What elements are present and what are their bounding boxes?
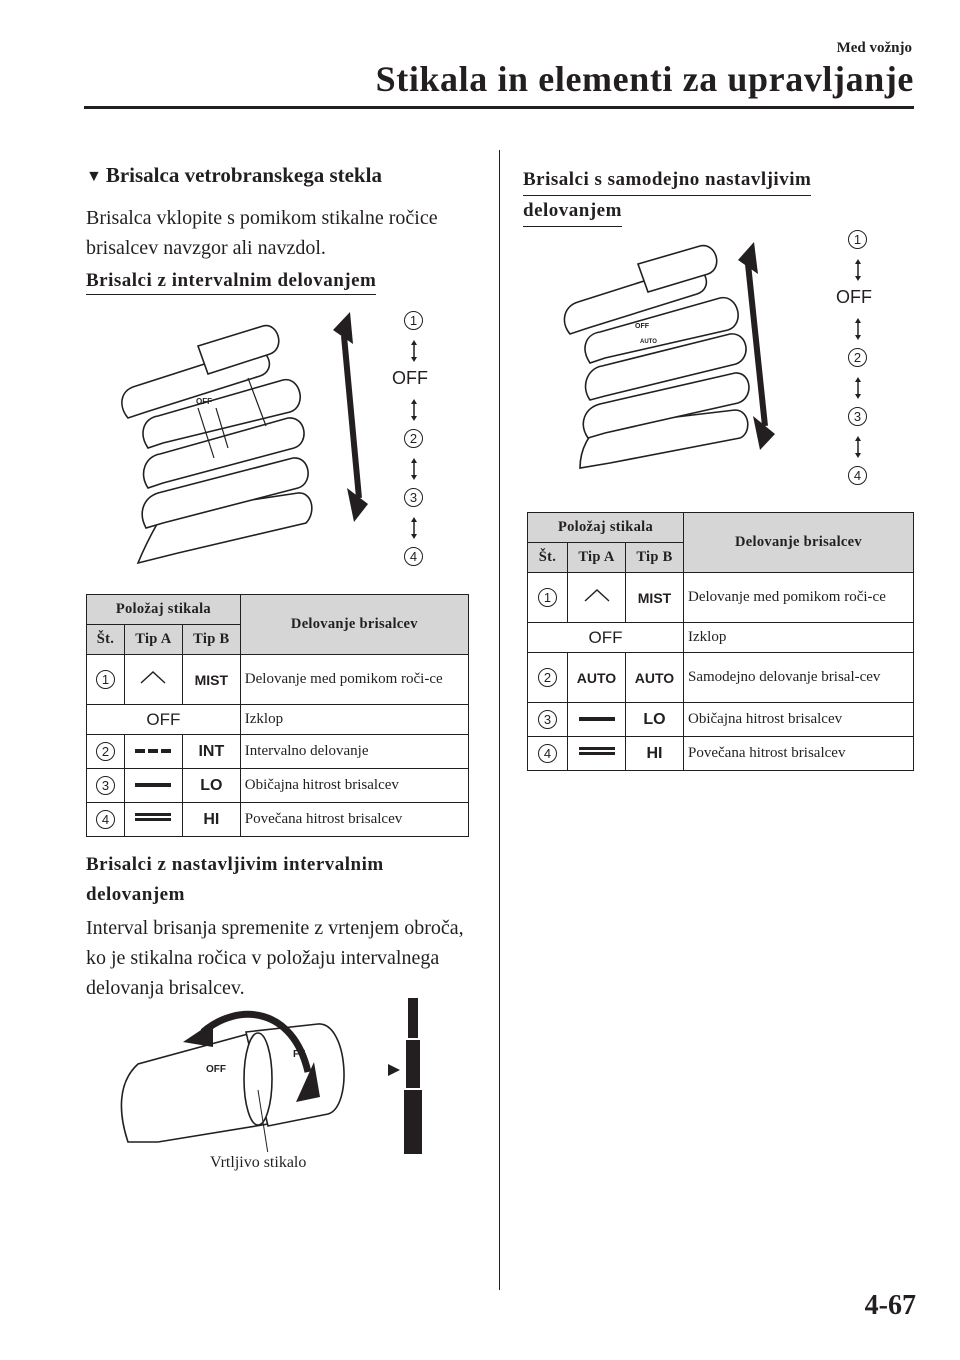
svg-text:OFF: OFF [196, 397, 212, 406]
row-number: 1 [538, 588, 557, 607]
row-number: 1 [96, 670, 115, 689]
subheading-adjustable [86, 850, 384, 910]
subheading-auto-line2: delovanjem [523, 196, 622, 227]
row-number: 2 [538, 668, 557, 687]
row-description: Povečana hitrost brisalcev [240, 803, 468, 837]
subheading-adjustable-line2: delovanjem [86, 884, 185, 905]
svg-text:OFF: OFF [206, 1064, 226, 1075]
row-number: 2 [96, 742, 115, 761]
type-b-symbol: INT [182, 735, 240, 769]
position-1-label: 1 [848, 230, 867, 249]
type-a-symbol: AUTO [568, 653, 626, 703]
type-b-symbol: LO [626, 703, 684, 737]
position-4-label: 4 [404, 547, 423, 566]
row-description: Običajna hitrost brisalcev [240, 769, 468, 803]
svg-text:OFF: OFF [635, 323, 649, 330]
type-b-symbol: HI [182, 803, 240, 837]
adjustable-text: Interval brisanja spremenite z vrtenjem obroča, ko je stikalna ročica v položaju intervalnega delovanja brisalcev. [86, 917, 464, 999]
table-row [528, 737, 914, 771]
row-description: Običajna hitrost brisalcev [684, 703, 914, 737]
low-speed-icon [133, 781, 173, 789]
header-operation: Delovanje brisalcev [684, 513, 914, 573]
column-divider [499, 150, 500, 1290]
running-header-section: Med vožnjo [836, 40, 912, 56]
table-row [87, 769, 469, 803]
section-title-text: Brisalca vetrobranskega stekla [105, 163, 382, 187]
position-off-label: OFF [392, 368, 428, 388]
position-4-label: 4 [848, 466, 867, 485]
table-row [528, 573, 914, 623]
arrow-updown-icon [853, 259, 863, 281]
header-type-b: Tip B [626, 543, 684, 573]
table-row [528, 653, 914, 703]
row-description: Delovanje med pomikom roči-ce [684, 573, 914, 623]
position-1-label: 1 [404, 311, 423, 330]
table-row [528, 703, 914, 737]
header-no: Št. [528, 543, 568, 573]
section-title [86, 163, 382, 188]
page-title: Stikala in elementi za upravljanje [375, 59, 914, 99]
row-description: Izklop [684, 623, 914, 653]
header-type-a: Tip A [568, 543, 626, 573]
header-rule [84, 106, 914, 109]
row-number: 4 [538, 744, 557, 763]
type-b-symbol: AUTO [626, 653, 684, 703]
type-b-symbol: LO [182, 769, 240, 803]
arrow-updown-icon [853, 318, 863, 340]
row-number: 3 [96, 776, 115, 795]
type-b-symbol: MIST [182, 655, 240, 705]
header-position: Položaj stikala [528, 513, 684, 543]
high-speed-icon [133, 811, 173, 823]
arrow-updown-icon [409, 517, 419, 539]
row-description: Intervalno delovanje [240, 735, 468, 769]
off-label: OFF [528, 623, 684, 653]
arrow-updown-icon [409, 399, 419, 421]
header-no: Št. [87, 625, 125, 655]
position-3-label: 3 [848, 407, 867, 426]
low-speed-icon [577, 715, 617, 723]
arrow-updown-icon [853, 436, 863, 458]
row-number: 4 [96, 810, 115, 829]
mist-wiper-icon [137, 669, 169, 685]
arrow-updown-icon [409, 340, 419, 362]
page-number: 4-67 [864, 1290, 916, 1321]
wiper-lever-diagram-2 [560, 238, 820, 478]
position-off-label: OFF [836, 287, 872, 307]
high-speed-icon [577, 745, 617, 757]
row-number: 3 [538, 710, 557, 729]
triangle-bullet-icon: ▼ [86, 168, 102, 185]
off-label: OFF [87, 705, 241, 735]
header-operation: Delovanje brisalcev [240, 595, 468, 655]
interval-scale-icon [388, 998, 438, 1154]
intermittent-icon [133, 747, 173, 755]
position-3-label: 3 [404, 488, 423, 507]
table-row [87, 735, 469, 769]
header-type-a: Tip A [124, 625, 182, 655]
position-2-label: 2 [404, 429, 423, 448]
wiper-table-1 [86, 594, 469, 837]
row-description: Samodejno delovanje brisal-cev [684, 653, 914, 703]
intro-text: Brisalca vklopite s pomikom stikalne ročice brisalcev navzgor ali navzdol. [86, 207, 438, 259]
header-type-b: Tip B [182, 625, 240, 655]
type-b-symbol: HI [626, 737, 684, 771]
rotary-caption: Vrtljivo stikalo [210, 1154, 307, 1171]
arrow-updown-icon [853, 377, 863, 399]
row-description: Izklop [240, 705, 468, 735]
svg-text:AUTO: AUTO [640, 339, 657, 345]
table-row [87, 803, 469, 837]
subheading-auto [523, 165, 811, 227]
position-2-label: 2 [848, 348, 867, 367]
row-description: Delovanje med pomikom roči-ce [240, 655, 468, 705]
arrow-updown-icon [409, 458, 419, 480]
table-row [87, 705, 469, 735]
wiper-table-2 [527, 512, 914, 771]
subheading-auto-line1: Brisalci s samodejno nastavljivim [523, 165, 811, 196]
header-position: Položaj stikala [87, 595, 241, 625]
type-b-symbol: MIST [626, 573, 684, 623]
table-row [528, 623, 914, 653]
mist-wiper-icon [581, 587, 613, 603]
subheading-intermittent: Brisalci z intervalnim delovanjem [86, 270, 376, 295]
subheading-adjustable-line1: Brisalci z nastavljivim intervalnim [86, 854, 384, 875]
svg-text:FF: FF [293, 1049, 306, 1060]
table-row [87, 655, 469, 705]
row-description: Povečana hitrost brisalcev [684, 737, 914, 771]
